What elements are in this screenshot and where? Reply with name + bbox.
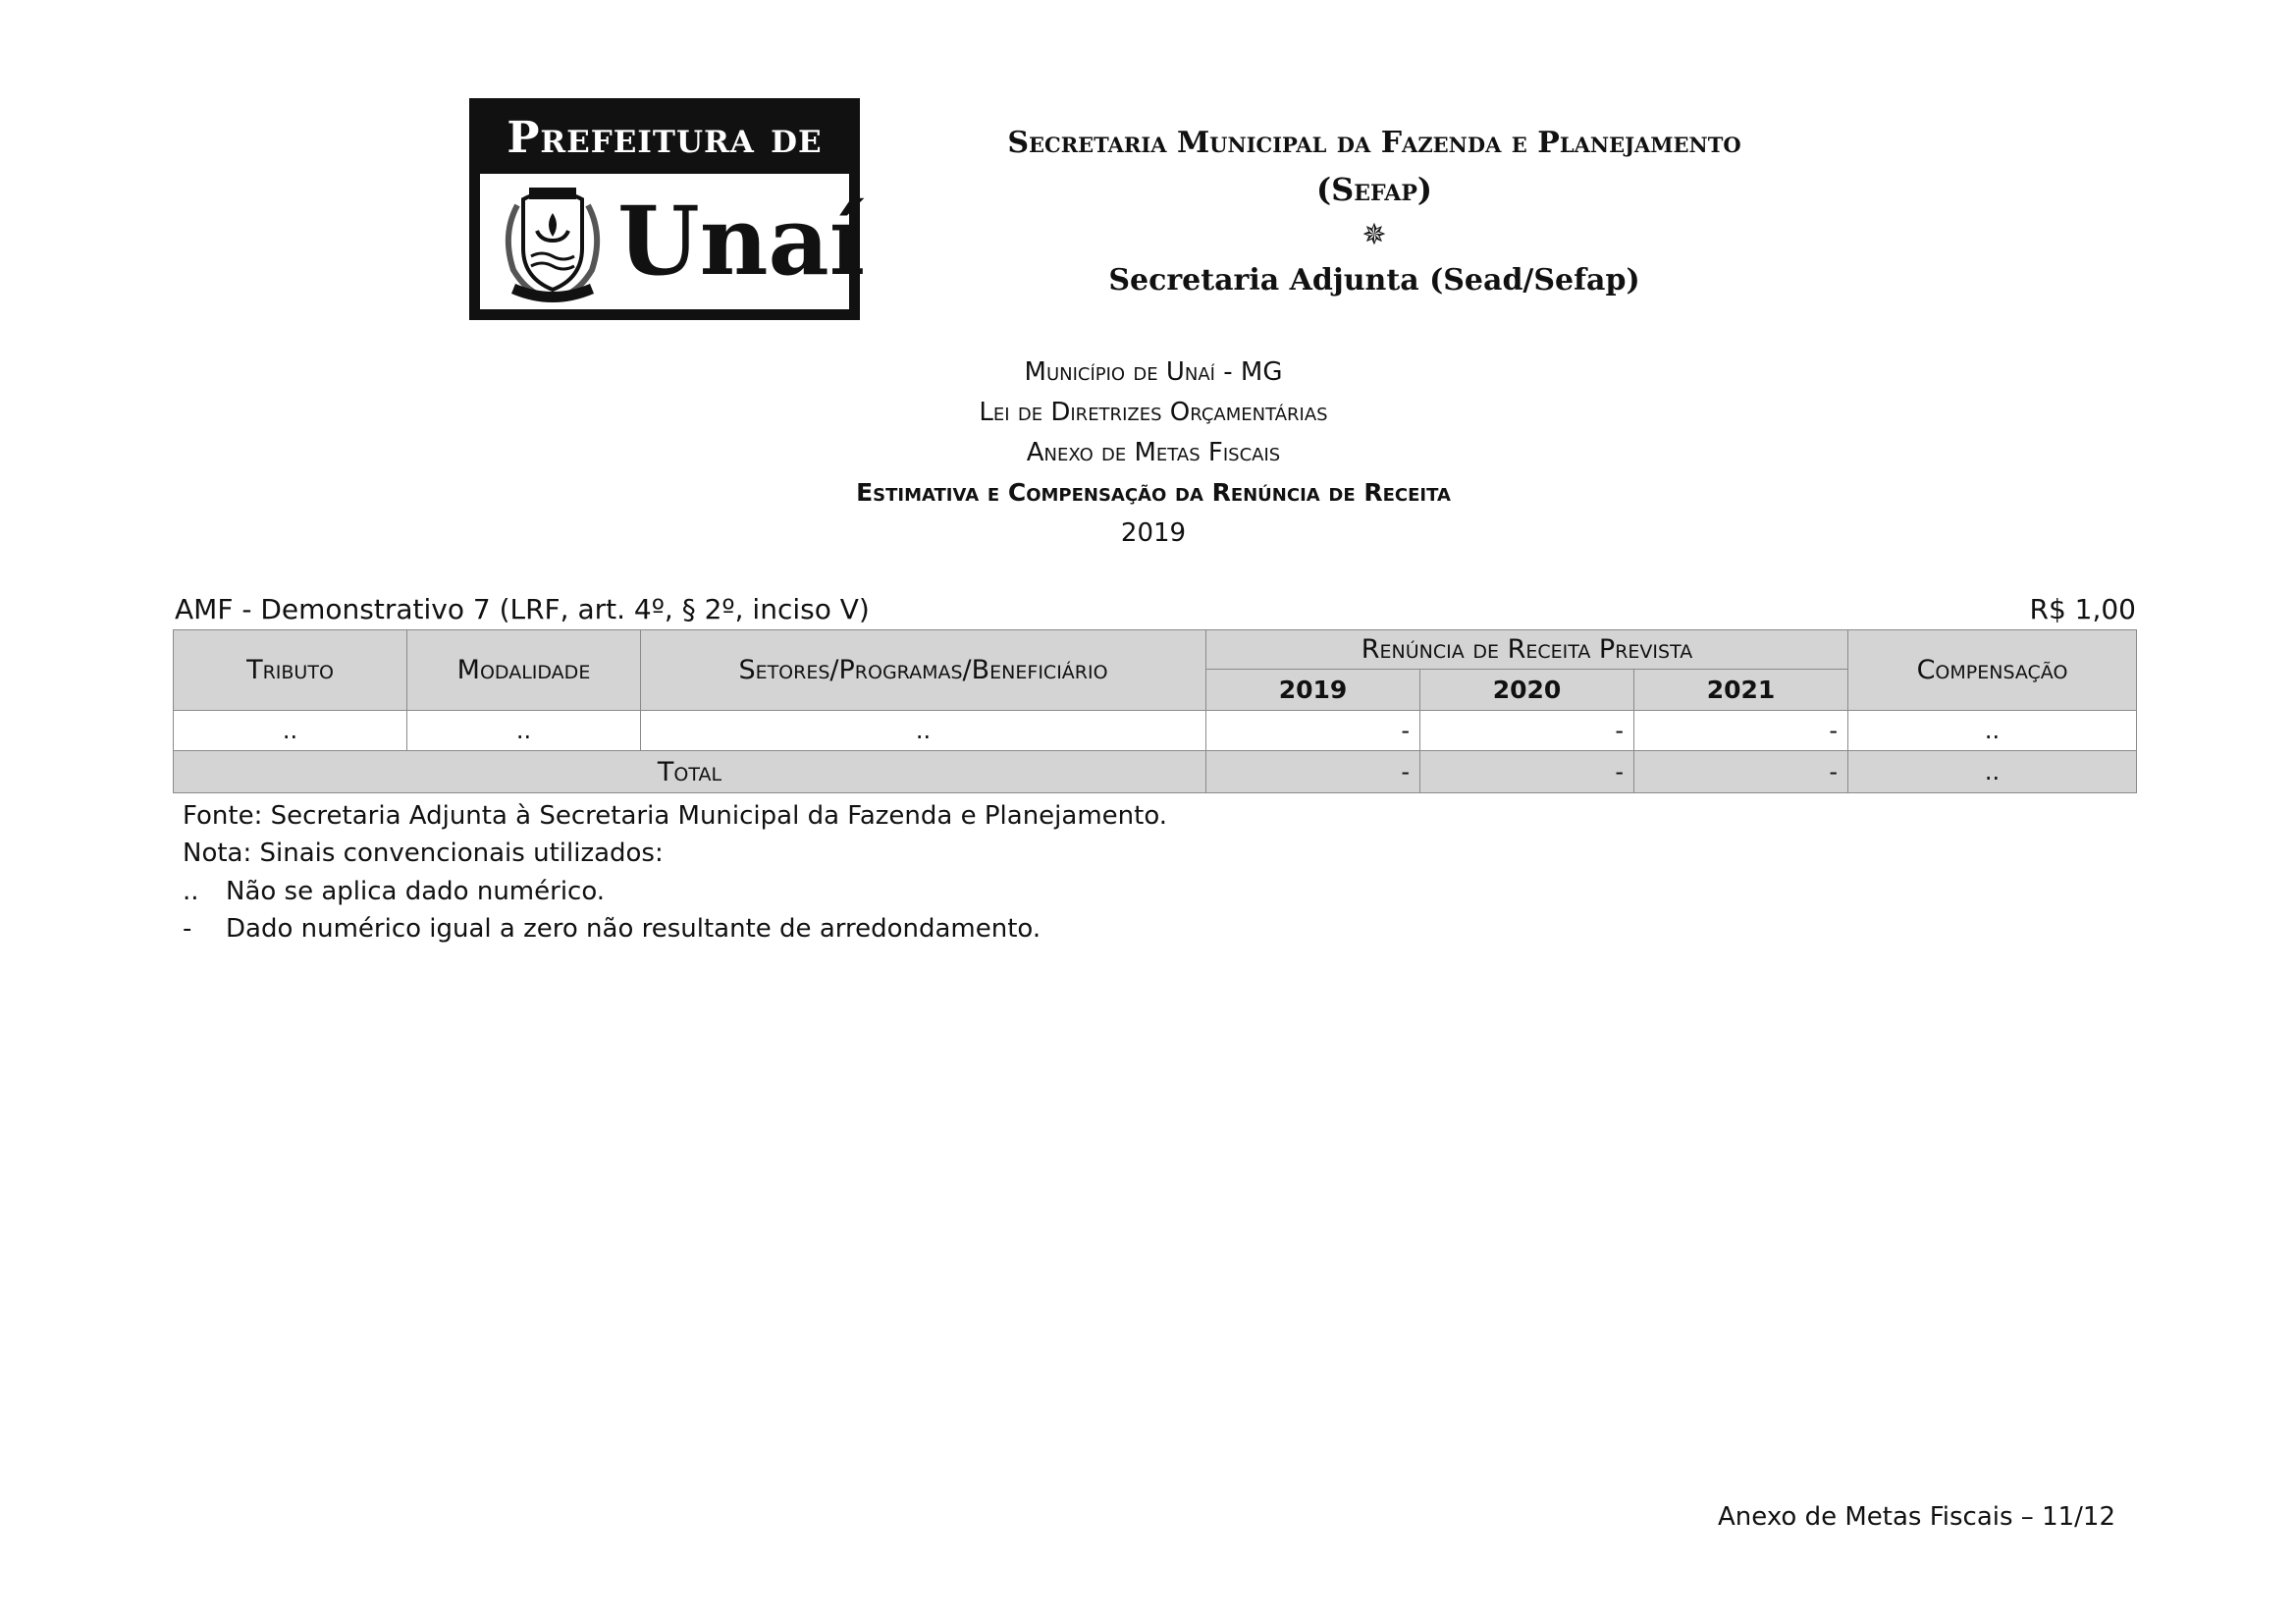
municipality-line: Município de Unaí - MG xyxy=(1024,357,1283,387)
header-compensacao: Compensação xyxy=(1848,630,2137,711)
secretaria-subtitle: Secretaria Adjunta (Sead/Sefap) xyxy=(1108,263,1640,298)
sign-description: Dado numérico igual a zero não resultante de arredondamento. xyxy=(226,914,1041,944)
law-line: Lei de Diretrizes Orçamentárias xyxy=(979,398,1328,427)
sign-symbol: - xyxy=(183,914,192,944)
logo-top-text: Prefeitura de xyxy=(507,113,823,163)
renuncia-table xyxy=(173,629,2137,793)
total-label: Total xyxy=(174,751,1206,793)
ornament-icon: ✵ xyxy=(1362,218,1387,252)
sign-description: Não se aplica dado numérico. xyxy=(226,877,606,906)
nota-heading: Nota: Sinais convencionais utilizados: xyxy=(183,839,664,868)
total-2021: - xyxy=(1634,751,1848,793)
header-year-2020: 2020 xyxy=(1420,670,1634,711)
table-row xyxy=(174,711,2137,751)
annex-line: Anexo de Metas Fiscais xyxy=(1026,438,1281,467)
cell-2019: - xyxy=(1206,711,1420,751)
header-tributo: Tributo xyxy=(174,630,407,711)
cell-2020: - xyxy=(1420,711,1634,751)
total-2020: - xyxy=(1420,751,1634,793)
cell-tributo: .. xyxy=(174,711,407,751)
prefeitura-logo xyxy=(469,98,866,320)
secretaria-title: Secretaria Municipal da Fazenda e Planejamento xyxy=(1007,126,1741,160)
sign-symbol: .. xyxy=(183,877,199,906)
total-compensacao: .. xyxy=(1848,751,2137,793)
coat-of-arms-icon xyxy=(490,180,615,309)
cell-modalidade: .. xyxy=(407,711,641,751)
page-footer: Anexo de Metas Fiscais – 11/12 xyxy=(1718,1502,2115,1532)
cell-setores: .. xyxy=(641,711,1206,751)
header-modalidade: Modalidade xyxy=(407,630,641,711)
logo-name: Unaí xyxy=(617,186,866,297)
currency-label: R$ 1,00 xyxy=(2029,593,2136,625)
document-year: 2019 xyxy=(1120,518,1187,548)
cell-2021: - xyxy=(1634,711,1848,751)
sign-note-not-applicable xyxy=(183,877,605,906)
cell-compensacao: .. xyxy=(1848,711,2137,751)
header-year-2019: 2019 xyxy=(1206,670,1420,711)
secretaria-acronym: (Sefap) xyxy=(1315,171,1433,208)
table-label: AMF - Demonstrativo 7 (LRF, art. 4º, § 2º, inciso V) xyxy=(175,593,870,625)
header-setores: Setores/Programas/Beneficiário xyxy=(641,630,1206,711)
header-year-2021: 2021 xyxy=(1634,670,1848,711)
document-title: Estimativa e Compensação da Renúncia de Receita xyxy=(856,478,1451,507)
source-note: Fonte: Secretaria Adjunta à Secretaria Municipal da Fazenda e Planejamento. xyxy=(183,801,1168,831)
total-2019: - xyxy=(1206,751,1420,793)
sign-note-zero xyxy=(183,914,1041,944)
header-renuncia: Renúncia de Receita Prevista xyxy=(1206,630,1848,670)
total-row xyxy=(174,751,2137,793)
